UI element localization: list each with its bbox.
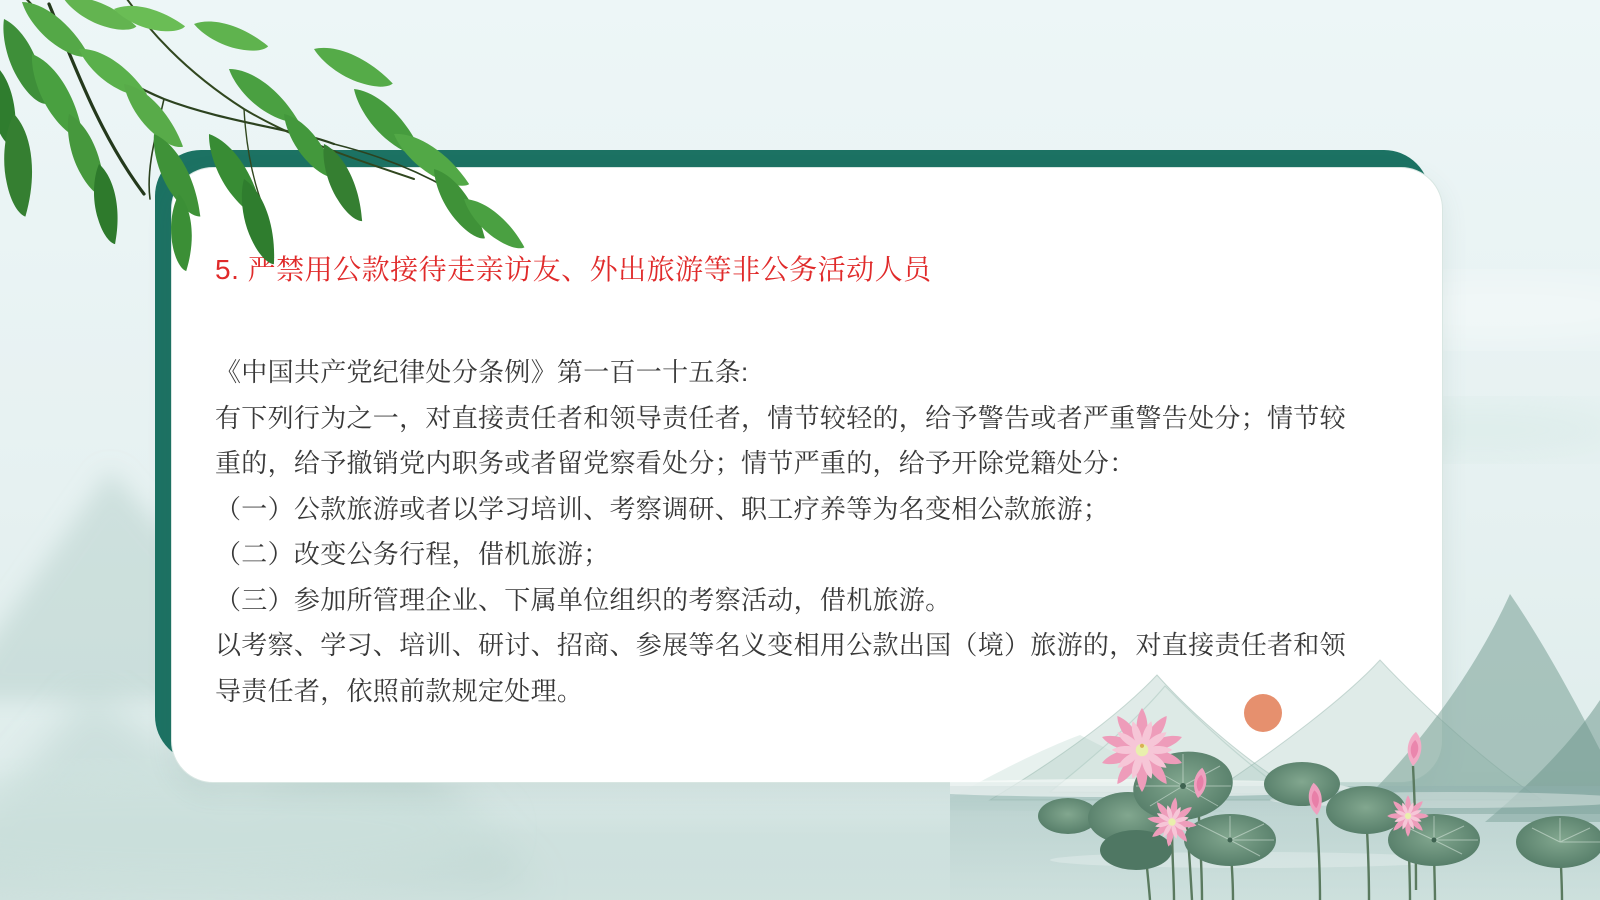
body-line-4: （一）公款旅游或者以学习培训、考察调研、职工疗养等为名变相公款旅游； (215, 493, 1110, 524)
body-line-7: 以考察、学习、培训、研讨、招商、参展等名义变相用公款出国（境）旅游的，对直接责任者和领 (215, 630, 1346, 660)
bamboo-branch-icon (0, 0, 554, 274)
sun-icon (1244, 694, 1282, 732)
lotus-pond-scene-icon (950, 560, 1600, 900)
bamboo-leaves (0, 0, 530, 272)
body-line-8: 导责任者，依照前款规定处理。 (215, 675, 584, 706)
body-line-5: （二）改变公务行程，借机旅游； (215, 539, 610, 569)
body-line-6: （三）参加所管理企业、下属单位组织的考察活动，借机旅游。 (215, 584, 952, 615)
body-line-3: 重的，给予撤销党内职务或者留党察看处分；情节严重的，给予开除党籍处分： (215, 448, 1136, 478)
body-line-2: 有下列行为之一，对直接责任者和领导责任者，情节较轻的，给予警告或者严重警告处分；情节较 (215, 402, 1346, 433)
body-line-1: 《中国共产党纪律处分条例》第一百一十五条: (215, 357, 749, 387)
slide-heading: 5. 严禁用公款接待走亲访友、外出旅游等非公务活动人员 (215, 254, 932, 285)
